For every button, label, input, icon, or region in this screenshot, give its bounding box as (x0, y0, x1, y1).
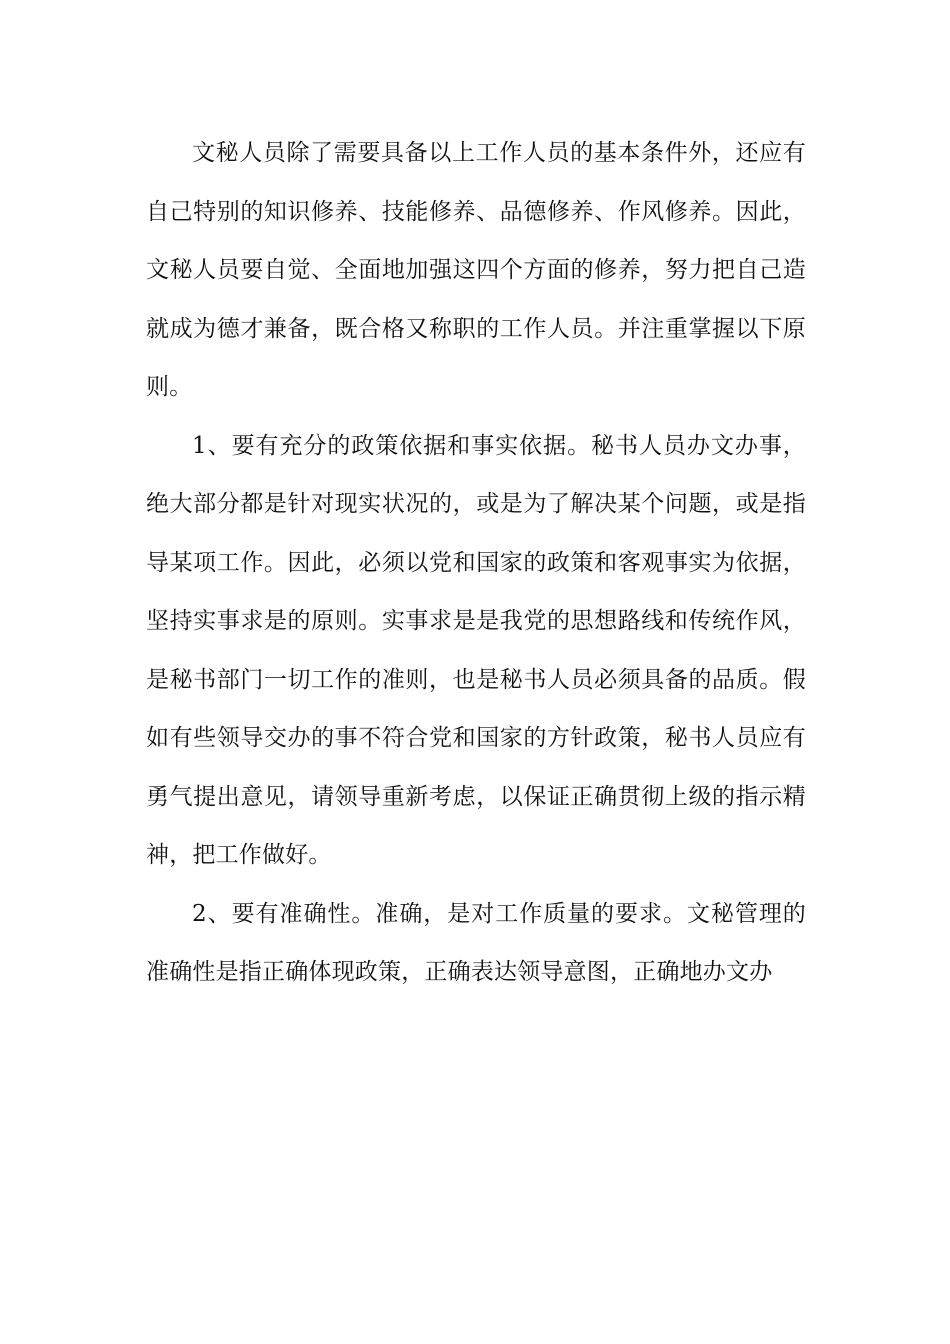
paragraph-principle-2: 2、要有准确性。准确，是对工作质量的要求。文秘管理的准确性是指正确体现政策，正确表达领导意图，正确地办文办 (146, 900, 806, 985)
paragraph-principle-1: 1、要有充分的政策依据和事实依据。秘书人员办文办事，绝大部分都是针对现实状况的，或是为了解决某个问题，或是指导某项工作。因此，必须以党和国家的政策和客观事实为依据，坚持实事求是的原则。实事求是是我党的思想路线和传统作风，是秘书部门一切工作的准则，也是秘书人员必须具备的品质。假如有些领导交办的事不符合党和国家的方针政策，秘书人员应有勇气提出意见，请领导重新考虑，以保证正确贯彻上级的指示精神，把工作做好。 (146, 432, 806, 868)
document-body (146, 124, 806, 1002)
paragraph-intro: 文秘人员除了需要具备以上工作人员的基本条件外，还应有自己特别的知识修养、技能修养、品德修养、作风修养。因此，文秘人员要自觉、全面地加强这四个方面的修养，努力把自己造就成为德才兼备，既合格又称职的工作人员。并注重掌握以下原则。 (146, 140, 806, 400)
